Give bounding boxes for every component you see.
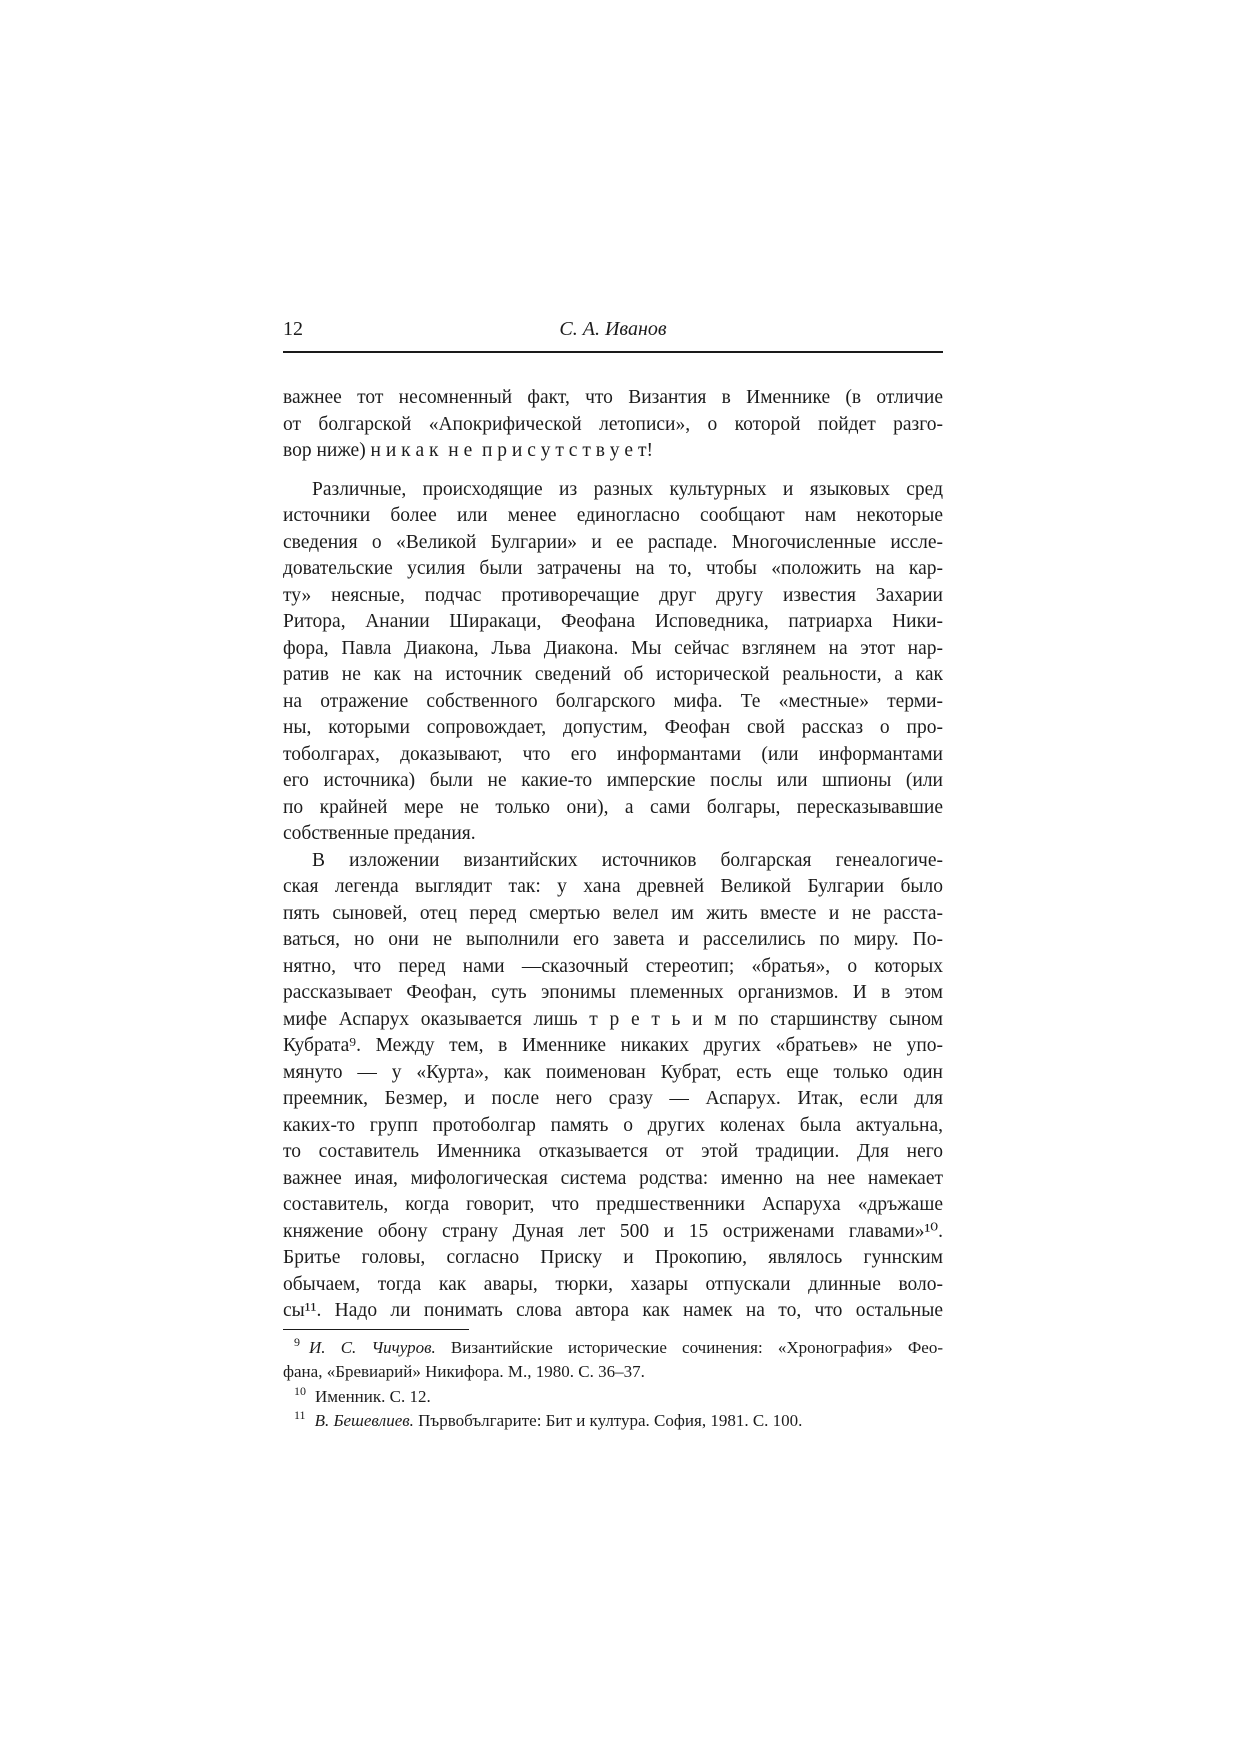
- text-line: преемник, Безмер, и после него сразу — Аспарух. Итак, если для: [283, 1088, 943, 1109]
- text-line: ту» неясные, подчас противоречащие друг другу известия Захарии: [283, 584, 943, 606]
- text-line: мифе Аспарух оказывается лишь т р е т ь и м по старшинству сыном: [283, 1008, 943, 1030]
- footnote-line: [283, 1336, 943, 1361]
- text-line: от болгарской «Апокрифической летописи», о которой пойдет разго-: [283, 413, 943, 435]
- text-line: пять сыновей, отец перед смертью велел им жить вместе и не расста-: [283, 902, 943, 924]
- text-line: тоболгарах, доказывают, что его информантами (или информантами: [283, 743, 943, 765]
- footnotes: [283, 1336, 943, 1434]
- footnote-text: Първобългарите: Бит и култура. София, 1981. С. 100.: [413, 1411, 803, 1430]
- text-line: фора, Павла Диакона, Льва Диакона. Мы сейчас взглянем на этот нар-: [283, 637, 943, 659]
- footnote-9: [283, 1336, 943, 1385]
- footnote-rule: [283, 1329, 469, 1330]
- text-line: ны, которыми сопровождает, допустим, Феофан свой рассказ о про-: [283, 717, 943, 738]
- paragraph-1: [283, 385, 943, 465]
- text-line: обычаем, тогда как авары, тюрки, хазары отпускали длинные воло-: [283, 1273, 943, 1295]
- text-line: ваться, но они не выполнили его завета и расселились по миру. По-: [283, 929, 943, 950]
- text-line: мянуто — у «Курта», как поименован Кубрат, есть еще только один: [283, 1061, 943, 1083]
- text-line: его источника) были не какие-то имперские послы или шпионы (или: [283, 770, 943, 791]
- header-rule: [283, 351, 943, 353]
- footnote-text: Византийские исторические сочинения: «Хронография» Фео-: [435, 1337, 944, 1357]
- text-line: В изложении византийских источников болгарская генеалогиче-: [312, 849, 943, 871]
- text-line: княжение обону страну Дуная лет 500 и 15 остриженами главами»¹⁰.: [283, 1220, 943, 1242]
- footnote-line: [283, 1385, 943, 1410]
- body-text: [283, 385, 943, 1325]
- footnote-line: [283, 1409, 943, 1434]
- text-line: то составитель Именника отказывается от этой традиции. Для него: [283, 1141, 943, 1162]
- text-line: важнее иная, мифологическая система родства: именно на нее намекает: [283, 1167, 943, 1189]
- text-line: составитель, когда говорит, что предшественники Аспаруха «дръжаше: [283, 1194, 943, 1215]
- footnote-number: 11: [294, 1408, 306, 1423]
- text-line: довательские усилия были затрачены на то, чтобы «положить на кар-: [283, 558, 943, 579]
- paragraph-3: [283, 848, 943, 1325]
- running-head: С. А. Иванов: [559, 318, 667, 340]
- footnote-number: 10: [294, 1383, 306, 1398]
- text-line: Кубрата⁹. Между тем, в Именнике никаких других «братьев» не упо-: [283, 1035, 943, 1056]
- text-line: каких-то групп протоболгар память о других коленах была актуальна,: [283, 1114, 943, 1136]
- text-line: ратив не как на источник сведений об исторической реальности, а как: [283, 664, 943, 685]
- text-line: сведения о «Великой Булгарии» и ее распаде. Многочисленные иссле-: [283, 531, 943, 553]
- text-block: [283, 316, 943, 1434]
- page-number: 12: [283, 318, 303, 340]
- footnote-text: Именник. С. 12.: [315, 1386, 431, 1406]
- paragraph-2: [283, 477, 943, 848]
- text-line: собственные предания.: [283, 823, 476, 844]
- footnote-11: [283, 1409, 943, 1434]
- text-line: ская легенда выглядит так: у хана древней Великой Булгарии было: [283, 876, 943, 897]
- text-line: Бритье головы, согласно Приску и Прокопию, являлось гуннским: [283, 1247, 943, 1268]
- footnote-author: В. Бешевлиев.: [314, 1411, 414, 1430]
- text-line: нятно, что перед нами —сказочный стереотип; «братья», о которых: [283, 955, 943, 977]
- text-line: Ритора, Анании Ширакаци, Феофана Исповедника, патриарха Ники-: [283, 611, 943, 632]
- text-line: источники более или менее единогласно сообщают нам некоторые: [283, 505, 943, 526]
- footnote-line: фана, «Бревиарий» Никифора. М., 1980. С. 36–37.: [283, 1362, 645, 1381]
- footnote-number: 9: [294, 1334, 300, 1349]
- footnote-author: И. С. Чичуров.: [309, 1337, 436, 1357]
- footnote-10: [283, 1385, 943, 1410]
- text-line: на отражение собственного болгарского мифа. Те «местные» терми-: [283, 690, 943, 712]
- text-line: вор ниже) н и к а к н е п р и с у т с т в у е т!: [283, 440, 653, 461]
- text-line: рассказывает Феофан, суть эпонимы племенных организмов. И в этом: [283, 982, 943, 1003]
- text-line: важнее тот несомненный факт, что Византия в Именнике (в отличие: [283, 387, 943, 408]
- text-line: по крайней мере не только они), а сами болгары, пересказывавшие: [283, 796, 943, 818]
- text-line: Различные, происходящие из разных культурных и языковых сред: [312, 478, 943, 500]
- text-line: сы¹¹. Надо ли понимать слова автора как намек на то, что остальные: [283, 1300, 943, 1321]
- page-header: [283, 316, 943, 342]
